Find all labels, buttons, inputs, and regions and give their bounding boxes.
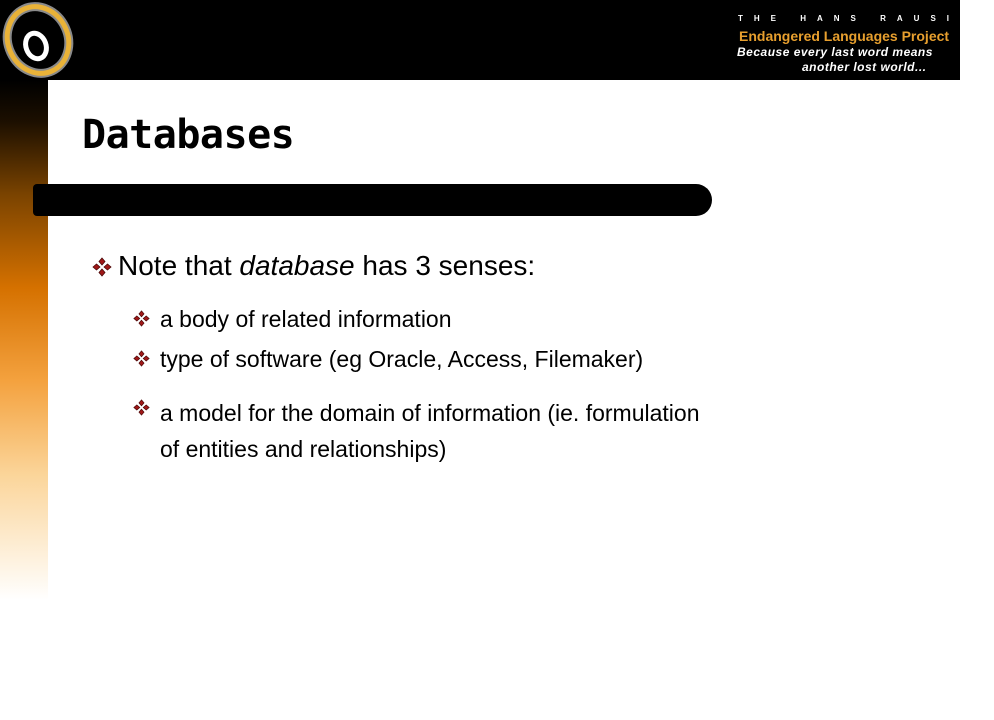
diamond-bullet-icon xyxy=(133,350,150,367)
sub-bullet-line-1: a model for the domain of information (ie. formulation xyxy=(160,400,700,426)
tagline-line-2: another lost world... xyxy=(802,60,927,74)
ring-logo-icon xyxy=(0,0,80,80)
left-gradient-band xyxy=(0,80,48,600)
main-bullet-pre: Note that xyxy=(118,250,240,281)
sub-bullet-text xyxy=(160,395,700,467)
diamond-bullet-icon xyxy=(133,399,150,416)
project-top-line: THE HANS RAUSING xyxy=(738,14,994,23)
sub-bullet-text: type of software (eg Oracle, Access, Filemaker) xyxy=(160,346,644,372)
diamond-bullet-icon xyxy=(133,310,150,327)
project-name: Endangered Languages Project xyxy=(739,28,950,44)
sub-bullet-line-2: of entities and relationships) xyxy=(160,436,447,462)
slide-title: Databases xyxy=(82,112,295,158)
tagline-line-1: Because every last word means xyxy=(737,45,933,59)
main-bullet-emphasis: database xyxy=(239,250,355,281)
sub-bullet-text: a body of related information xyxy=(160,306,452,332)
diamond-bullet-icon xyxy=(92,257,112,277)
main-bullet-text xyxy=(118,250,535,282)
main-bullet-post: has 3 senses: xyxy=(354,250,536,281)
title-underline-bar xyxy=(33,184,712,216)
